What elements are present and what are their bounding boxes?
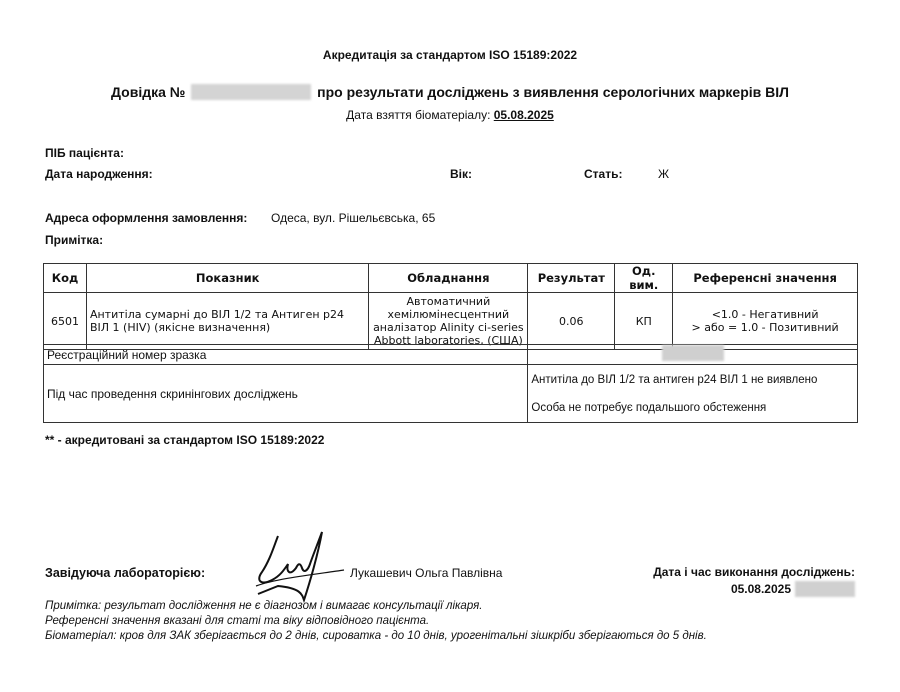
- execution-date-label: Дата і час виконання досліджень:: [653, 565, 855, 579]
- patient-name-label: ПІБ пацієнта:: [45, 146, 124, 160]
- cell-code: 6501: [44, 293, 87, 350]
- registration-label: Реєстраційний номер зразка: [44, 345, 528, 365]
- cell-reference: [673, 293, 858, 350]
- reference-positive: > або = 1.0 - Позитивний: [691, 321, 839, 334]
- table-row: [44, 293, 858, 350]
- screening-row: [44, 365, 858, 423]
- header-reference: Референсні значення: [673, 264, 858, 293]
- screening-result-line1: Антитіла до ВІЛ 1/2 та антиген p24 ВІЛ 1 не виявлено: [531, 373, 818, 386]
- notes-block: [45, 599, 707, 644]
- accreditation-footnote: ** - акредитовані за стандартом ISO 15189:2022: [45, 433, 325, 447]
- header-indicator: Показник: [86, 264, 368, 293]
- note-biomaterial: Біоматеріал: кров для ЗАК зберігається до 2 днів, сироватка - до 10 днів, урогенітальні зішкріби зберігаються до 5 днів.: [45, 630, 707, 642]
- header-result: Результат: [528, 264, 615, 293]
- screening-result: [528, 365, 858, 423]
- registration-row: [44, 345, 858, 365]
- table-header-row: [44, 264, 858, 293]
- address-value: Одеса, вул. Рішельєвська, 65: [271, 211, 436, 225]
- results-table: [43, 263, 858, 350]
- title-prefix: Довідка №: [111, 84, 186, 100]
- screening-label: Під час проведення скринінгових досліджень: [44, 365, 528, 423]
- note-reference: Референсні значення вказані для статі та віку відповідного пацієнта.: [45, 615, 430, 627]
- cell-equipment: Автоматичний хемілюмінесцентний аналізатор Alinity ci-series Abbott laboratories, (США): [369, 293, 528, 350]
- registration-value: [528, 345, 858, 365]
- lab-head-name: Лукашевич Ольга Павлівна: [350, 566, 503, 580]
- reference-negative: <1.0 - Негативний: [711, 308, 819, 321]
- sex-value: Ж: [658, 167, 670, 181]
- screening-table: [43, 344, 858, 423]
- cell-indicator: Антитіла сумарні до ВІЛ 1/2 та Антиген p24 ВІЛ 1 (HIV) (якісне визначення): [86, 293, 368, 350]
- execution-date: [731, 581, 855, 597]
- sample-date-line: [0, 108, 900, 122]
- header-code: Код: [44, 264, 87, 293]
- address-label: Адреса оформлення замовлення:: [45, 211, 248, 225]
- redacted-registration-number: [662, 345, 724, 361]
- sample-date-label: Дата взяття біоматеріалу:: [346, 108, 491, 122]
- age-label: Вік:: [450, 167, 473, 181]
- header-unit: Од. вим.: [615, 264, 673, 293]
- redacted-document-number: [191, 84, 311, 100]
- cell-unit: КП: [615, 293, 673, 350]
- note-label: Примітка:: [45, 233, 104, 247]
- redacted-execution-time: [795, 581, 855, 597]
- lab-head-label: Завідуюча лабораторією:: [45, 566, 206, 580]
- sex-label: Стать:: [584, 167, 623, 181]
- sample-date-value: 05.08.2025: [493, 108, 554, 122]
- screening-result-line2: Особа не потребує подальшого обстеження: [531, 401, 767, 414]
- cell-result: 0.06: [528, 293, 615, 350]
- title-suffix: про результати досліджень з виявлення серологічних маркерів ВІЛ: [317, 84, 789, 100]
- document-title: [0, 84, 900, 100]
- execution-date-value: 05.08.2025: [730, 582, 791, 596]
- note-diagnosis: Примітка: результат дослідження не є діагнозом і вимагає консультації лікаря.: [45, 600, 483, 612]
- header-equipment: Обладнання: [369, 264, 528, 293]
- accreditation-heading: Акредитація за стандартом ISO 15189:2022: [322, 48, 578, 62]
- birth-date-label: Дата народження:: [45, 167, 153, 181]
